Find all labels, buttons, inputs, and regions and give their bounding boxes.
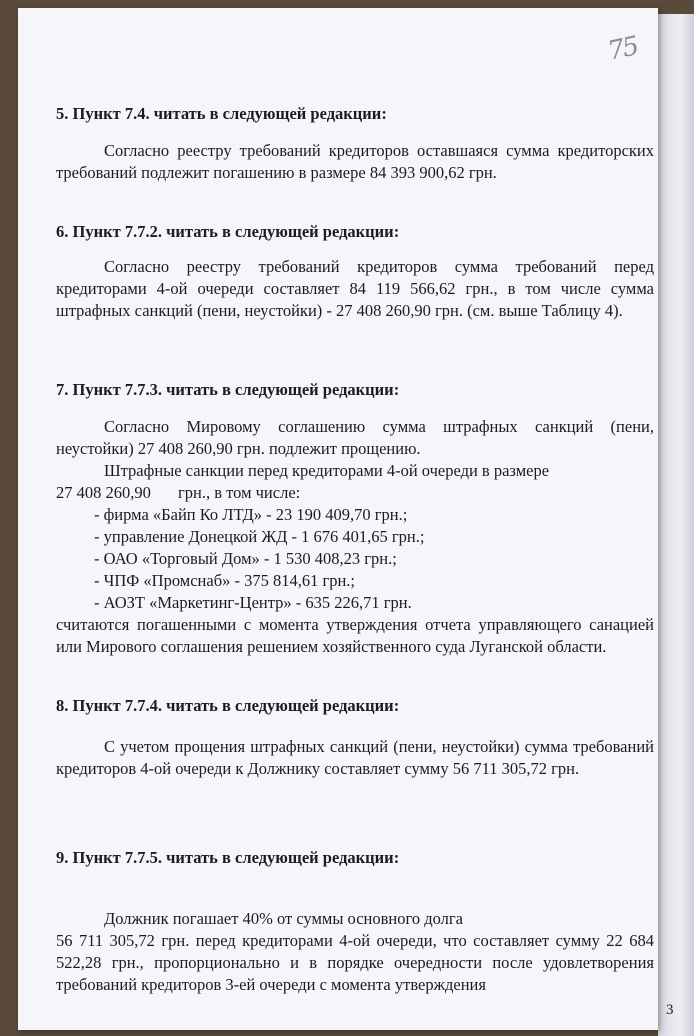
section-7-text-1: Согласно Мировому соглашению сумма штрафных санкций (пени, неустойки) 27 408 260,90 грн. подлежит прощению. <box>56 417 654 458</box>
handwritten-page-mark: 75 <box>605 31 640 67</box>
creditor-item: - ОАО «Торговый Дом» - 1 530 408,23 грн.; <box>94 549 397 568</box>
section-9-text-1: Должник погашает 40% от суммы основного долга <box>104 909 463 928</box>
section-7-text-3: считаются погашенными с момента утверждения отчета управляющего санацией или Мирового соглашения решением хозяйственного суда Луганской области. <box>56 615 654 656</box>
section-9-heading: 9. Пункт 7.7.5. читать в следующей редакции: <box>56 848 400 867</box>
section-8-text: С учетом прощения штрафных санкций (пени, неустойки) сумма требований кредиторов 4-ой очереди к Должнику составляет сумму 56 711 305,72 грн. <box>56 737 654 778</box>
creditor-item: - фирма «Байп Ко ЛТД» - 23 190 409,70 грн.; <box>94 505 408 524</box>
section-7-text-2: Штрафные санкции перед кредиторами 4-ой очереди в размере <box>104 461 550 480</box>
section-6-text: Согласно реестру требований кредиторов сумма требований перед кредиторами 4-ой очереди составляет 84 119 566,62 грн., в том числе сумма штрафных санкций (пени, неустойки) - 27 408 260,90 грн. (см. выше Таблицу 4). <box>56 257 654 320</box>
section-6-heading: 6. Пункт 7.7.2. читать в следующей редакции: <box>56 222 400 241</box>
creditor-item: - АОЗТ «Маркетинг-Центр» - 635 226,71 грн. <box>94 593 412 612</box>
creditor-item: - управление Донецкой ЖД - 1 676 401,65 грн.; <box>94 527 425 546</box>
page-number: 3 <box>666 1002 674 1018</box>
creditor-item: - ЧПФ «Промснаб» - 375 814,61 грн.; <box>94 571 356 590</box>
section-7-amount-suffix: грн., в том числе: <box>178 483 301 502</box>
document-page <box>18 8 674 1030</box>
section-9-text-2: 56 711 305,72 грн. перед кредиторами 4-ой очереди, что составляет сумму 22 684 522,28 грн., пропорционально и в порядке очередности после удовлетворения требований кредиторов 3-ей очереди с момента утверждения <box>56 931 654 994</box>
section-7-heading: 7. Пункт 7.7.3. читать в следующей редакции: <box>56 380 400 399</box>
section-5-text: Согласно реестру требований кредиторов оставшаяся сумма кредиторских требований подлежит погашению в размере 84 393 900,62 грн. <box>56 141 654 182</box>
section-8-heading: 8. Пункт 7.7.4. читать в следующей редакции: <box>56 696 400 715</box>
creditor-list <box>94 504 424 614</box>
section-5-heading: 5. Пункт 7.4. читать в следующей редакции: <box>56 104 387 123</box>
next-page-edge <box>658 14 694 1036</box>
section-7-amount: 27 408 260,90 <box>56 483 151 502</box>
